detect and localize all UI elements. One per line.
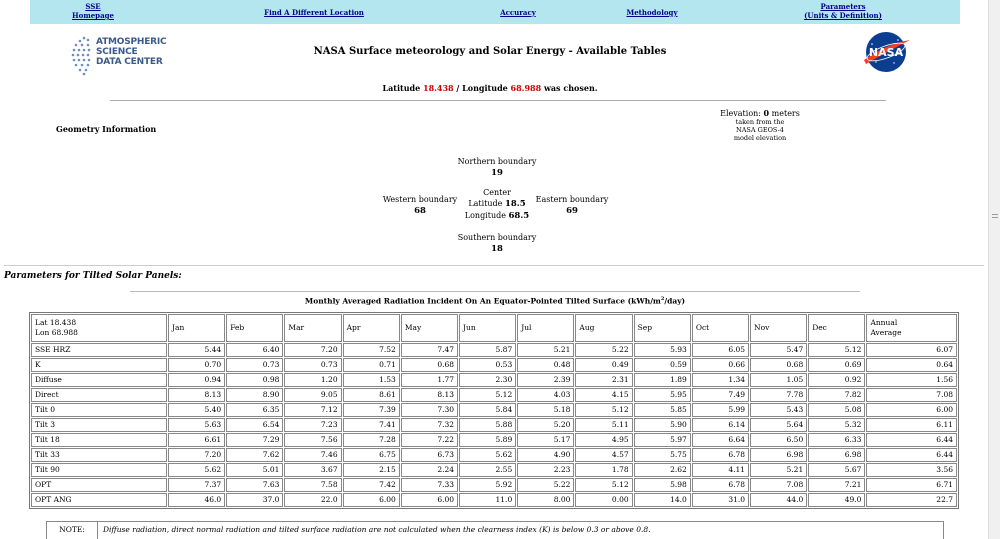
table-cell: 44.0 <box>750 493 807 507</box>
nasa-logo-text: NASA <box>868 46 904 59</box>
page-title: NASA Surface meteorology and Solar Energy - Available Tables <box>313 46 667 57</box>
asdc-line2: SCIENCE <box>96 47 138 57</box>
header-annual-average <box>866 314 957 342</box>
table-cell: 5.12 <box>575 403 632 417</box>
table-cell: 7.30 <box>401 403 458 417</box>
table-cell: 5.40 <box>168 403 225 417</box>
nav-link-parameters[interactable] <box>804 2 882 20</box>
corner-lon: Lon 68.988 <box>35 328 78 337</box>
table-cell: 22.0 <box>284 493 341 507</box>
table-cell: 5.47 <box>750 343 807 357</box>
table-cell: 5.88 <box>459 418 516 432</box>
table-cell: 8.90 <box>226 388 283 402</box>
table-cell: 3.67 <box>284 463 341 477</box>
table-cell: 5.17 <box>517 433 574 447</box>
table-cell: 8.13 <box>401 388 458 402</box>
table-cell: 7.49 <box>692 388 749 402</box>
table-cell: 0.53 <box>459 358 516 372</box>
table-cell: 6.00 <box>401 493 458 507</box>
table-cell: 1.78 <box>575 463 632 477</box>
table-cell: 6.44 <box>866 448 957 462</box>
table-cell: 6.78 <box>692 478 749 492</box>
table-cell: 0.70 <box>168 358 225 372</box>
note-box <box>46 521 944 539</box>
table-cell: 7.42 <box>343 478 400 492</box>
table-cell: 0.94 <box>168 373 225 387</box>
table-cell: 8.13 <box>168 388 225 402</box>
table-cell: 5.98 <box>634 478 691 492</box>
nav-link-methodology[interactable]: Methodology <box>626 8 678 17</box>
header-month: Oct <box>692 314 749 342</box>
north-label: Northern boundary <box>457 157 537 166</box>
table-cell: 5.18 <box>517 403 574 417</box>
coord-separator: / <box>456 83 460 93</box>
row-label: Tilt 0 <box>31 403 167 417</box>
annual-line1: Annual <box>870 318 898 327</box>
table-cell: 5.21 <box>750 463 807 477</box>
table-cell: 4.90 <box>517 448 574 462</box>
table-cell: 5.90 <box>634 418 691 432</box>
divider <box>110 100 886 101</box>
elevation-value: 0 <box>763 108 770 118</box>
elevation-note-1: taken from the <box>735 118 785 126</box>
north-value: 19 <box>491 168 503 178</box>
table-cell: 7.23 <box>284 418 341 432</box>
table-cell: 7.56 <box>284 433 341 447</box>
western-boundary <box>378 194 462 217</box>
row-label: Direct <box>31 388 167 402</box>
table-cell: 3.56 <box>866 463 957 477</box>
table-row <box>31 493 957 507</box>
nav-link-parameters-line1: Parameters <box>820 2 866 11</box>
header-month: Jun <box>459 314 516 342</box>
table-cell: 5.20 <box>517 418 574 432</box>
table-cell: 0.69 <box>808 358 865 372</box>
header-month: Mar <box>284 314 341 342</box>
table-cell: 4.11 <box>692 463 749 477</box>
table-cell: 7.46 <box>284 448 341 462</box>
table-header-row <box>31 314 957 342</box>
table-cell: 2.24 <box>401 463 458 477</box>
annual-line2: Average <box>870 328 902 337</box>
table-cell: 7.28 <box>343 433 400 447</box>
table-cell: 5.93 <box>634 343 691 357</box>
table-row <box>31 373 957 387</box>
table-cell: 7.33 <box>401 478 458 492</box>
table-cell: 0.68 <box>401 358 458 372</box>
nav-link-sse-line2: Homepage <box>72 11 114 20</box>
table-cell: 7.32 <box>401 418 458 432</box>
table-cell: 5.92 <box>459 478 516 492</box>
row-label: Tilt 33 <box>31 448 167 462</box>
table-cell: 5.75 <box>634 448 691 462</box>
table-cell: 0.73 <box>226 358 283 372</box>
table-cell: 2.15 <box>343 463 400 477</box>
table-cell: 0.73 <box>284 358 341 372</box>
table-cell: 0.64 <box>866 358 957 372</box>
table-cell: 7.63 <box>226 478 283 492</box>
chosen-location <box>280 83 700 93</box>
east-label: Eastern boundary <box>535 195 609 204</box>
table-title <box>230 296 760 306</box>
chosen-suffix: was chosen. <box>543 83 598 93</box>
asdc-line3: DATA CENTER <box>96 57 163 67</box>
table-cell: 0.66 <box>692 358 749 372</box>
table-cell: 5.99 <box>692 403 749 417</box>
scrollbar-grip-icon[interactable] <box>991 212 999 224</box>
table-cell: 49.0 <box>808 493 865 507</box>
header-month: Nov <box>750 314 807 342</box>
table-cell: 2.30 <box>459 373 516 387</box>
west-label: Western boundary <box>382 195 458 204</box>
table-cell: 2.62 <box>634 463 691 477</box>
table-cell: 6.54 <box>226 418 283 432</box>
table-row <box>31 418 957 432</box>
table-cell: 7.12 <box>284 403 341 417</box>
row-label: OPT <box>31 478 167 492</box>
table-cell: 14.0 <box>634 493 691 507</box>
table-row <box>31 388 957 402</box>
table-cell: 6.05 <box>692 343 749 357</box>
center-lon-label: Longitude <box>464 211 506 220</box>
table-cell: 7.62 <box>226 448 283 462</box>
note-text: Diffuse radiation, direct normal radiation and tilted surface radiation are not calculated when the clearness index (K) is below 0.3 or above 0.8. <box>103 525 651 534</box>
table-cell: 1.77 <box>401 373 458 387</box>
table-cell: 7.20 <box>168 448 225 462</box>
asdc-logo-text <box>96 37 166 67</box>
table-cell: 5.89 <box>459 433 516 447</box>
table-cell: 5.62 <box>168 463 225 477</box>
table-cell: 6.00 <box>343 493 400 507</box>
row-label: K <box>31 358 167 372</box>
row-label: SSE HRZ <box>31 343 167 357</box>
table-cell: 7.29 <box>226 433 283 447</box>
table-cell: 5.12 <box>459 388 516 402</box>
header-month: Apr <box>343 314 400 342</box>
table-cell: 6.61 <box>168 433 225 447</box>
elevation-label: Elevation: <box>720 109 761 118</box>
table-row <box>31 448 957 462</box>
table-cell: 1.05 <box>750 373 807 387</box>
table-cell: 0.48 <box>517 358 574 372</box>
note-label: NOTE: <box>47 522 98 539</box>
table-cell: 1.89 <box>634 373 691 387</box>
table-cell: 6.44 <box>866 433 957 447</box>
table-cell: 7.21 <box>808 478 865 492</box>
radiation-table <box>29 312 959 509</box>
table-row <box>31 463 957 477</box>
corner-lat: Lat 18.438 <box>35 318 77 327</box>
divider <box>130 291 860 292</box>
nasa-logo-icon[interactable] <box>860 30 912 74</box>
elevation-unit: meters <box>771 109 800 118</box>
table-title-sup: 2 <box>660 296 665 302</box>
table-cell: 0.00 <box>575 493 632 507</box>
west-value: 68 <box>414 206 426 216</box>
center-lon-value: 68.5 <box>508 211 530 221</box>
table-corner-cell <box>31 314 167 342</box>
center-lat-value: 18.5 <box>504 199 526 209</box>
eastern-boundary <box>532 194 612 217</box>
table-cell: 7.20 <box>284 343 341 357</box>
table-cell: 5.64 <box>750 418 807 432</box>
table-cell: 5.22 <box>575 343 632 357</box>
table-title-main: Monthly Averaged Radiation Incident On An Equator-Pointed Tilted Surface (kWh/m <box>304 296 661 306</box>
table-cell: 6.98 <box>750 448 807 462</box>
table-cell: 6.33 <box>808 433 865 447</box>
section-heading: Parameters for Tilted Solar Panels: <box>4 271 182 281</box>
header-month: Jul <box>517 314 574 342</box>
row-label: Tilt 90 <box>31 463 167 477</box>
table-cell: 5.95 <box>634 388 691 402</box>
lat-label: Latitude <box>382 83 421 93</box>
table-cell: 7.08 <box>750 478 807 492</box>
table-cell: 7.22 <box>401 433 458 447</box>
row-label: OPT ANG <box>31 493 167 507</box>
table-row <box>31 433 957 447</box>
table-cell: 7.78 <box>750 388 807 402</box>
table-cell: 2.39 <box>517 373 574 387</box>
table-row <box>31 358 957 372</box>
table-cell: 0.71 <box>343 358 400 372</box>
table-cell: 6.00 <box>866 403 957 417</box>
header-month: May <box>401 314 458 342</box>
table-cell: 6.50 <box>750 433 807 447</box>
table-cell: 22.7 <box>866 493 957 507</box>
table-cell: 5.63 <box>168 418 225 432</box>
table-cell: 7.52 <box>343 343 400 357</box>
southern-boundary <box>446 232 548 255</box>
center-point <box>460 187 534 222</box>
table-cell: 7.08 <box>866 388 957 402</box>
table-cell: 7.37 <box>168 478 225 492</box>
table-cell: 0.92 <box>808 373 865 387</box>
south-value: 18 <box>491 244 503 254</box>
table-cell: 6.07 <box>866 343 957 357</box>
row-label: Tilt 18 <box>31 433 167 447</box>
center-lat-label: Latitude <box>468 199 503 208</box>
south-label: Southern boundary <box>457 233 537 242</box>
table-cell: 4.57 <box>575 448 632 462</box>
east-value: 69 <box>566 206 578 216</box>
table-cell: 7.41 <box>343 418 400 432</box>
table-cell: 46.0 <box>168 493 225 507</box>
header-month: Feb <box>226 314 283 342</box>
table-cell: 8.61 <box>343 388 400 402</box>
lon-value: 68.988 <box>510 83 542 93</box>
table-cell: 7.82 <box>808 388 865 402</box>
table-cell: 7.47 <box>401 343 458 357</box>
asdc-globe-icon <box>70 34 96 78</box>
table-cell: 5.21 <box>517 343 574 357</box>
table-cell: 1.53 <box>343 373 400 387</box>
asdc-logo[interactable] <box>70 34 170 78</box>
lat-value: 18.438 <box>423 83 454 93</box>
elevation-note-3: model elevation <box>733 134 787 142</box>
table-cell: 7.39 <box>343 403 400 417</box>
header-month: Sep <box>634 314 691 342</box>
table-cell: 6.73 <box>401 448 458 462</box>
table-cell: 5.11 <box>575 418 632 432</box>
vertical-scrollbar[interactable] <box>988 0 1000 539</box>
elevation-info <box>700 109 820 142</box>
table-cell: 7.58 <box>284 478 341 492</box>
table-row <box>31 343 957 357</box>
nav-link-accuracy[interactable]: Accuracy <box>500 8 536 17</box>
table-cell: 0.68 <box>750 358 807 372</box>
table-cell: 1.56 <box>866 373 957 387</box>
table-cell: 5.44 <box>168 343 225 357</box>
elevation-note-2: NASA GEOS-4 <box>736 126 784 134</box>
table-cell: 5.85 <box>634 403 691 417</box>
geometry-label: Geometry Information <box>56 124 157 134</box>
table-cell: 0.49 <box>575 358 632 372</box>
table-cell: 4.95 <box>575 433 632 447</box>
lon-label: Longitude <box>462 83 508 93</box>
table-cell: 5.62 <box>459 448 516 462</box>
table-cell: 31.0 <box>692 493 749 507</box>
table-cell: 6.11 <box>866 418 957 432</box>
table-cell: 5.01 <box>226 463 283 477</box>
table-cell: 5.43 <box>750 403 807 417</box>
table-cell: 5.22 <box>517 478 574 492</box>
table-cell: 2.55 <box>459 463 516 477</box>
table-cell: 6.14 <box>692 418 749 432</box>
row-label: Tilt 3 <box>31 418 167 432</box>
table-cell: 6.40 <box>226 343 283 357</box>
header-month: Jan <box>168 314 225 342</box>
table-cell: 5.84 <box>459 403 516 417</box>
table-cell: 11.0 <box>459 493 516 507</box>
table-cell: 5.08 <box>808 403 865 417</box>
table-cell: 8.00 <box>517 493 574 507</box>
table-cell: 37.0 <box>226 493 283 507</box>
center-label: Center <box>483 188 511 197</box>
header-month: Aug <box>575 314 632 342</box>
nav-link-sse-homepage[interactable] <box>72 2 114 20</box>
row-label: Diffuse <box>31 373 167 387</box>
table-cell: 0.98 <box>226 373 283 387</box>
northern-boundary <box>446 156 548 179</box>
table-cell: 2.23 <box>517 463 574 477</box>
table-cell: 4.03 <box>517 388 574 402</box>
table-cell: 1.20 <box>284 373 341 387</box>
nav-link-find-location[interactable]: Find A Different Location <box>264 8 364 17</box>
nav-link-parameters-line2: (Units & Definition) <box>804 11 882 20</box>
table-row <box>31 403 957 417</box>
table-cell: 6.64 <box>692 433 749 447</box>
table-cell: 6.98 <box>808 448 865 462</box>
table-cell: 5.67 <box>808 463 865 477</box>
table-cell: 5.87 <box>459 343 516 357</box>
table-cell: 0.59 <box>634 358 691 372</box>
table-cell: 5.12 <box>575 478 632 492</box>
table-cell: 1.34 <box>692 373 749 387</box>
nav-link-sse-line1: SSE <box>85 2 101 11</box>
header-month: Dec <box>808 314 865 342</box>
table-cell: 6.35 <box>226 403 283 417</box>
table-cell: 4.15 <box>575 388 632 402</box>
table-title-end: /day) <box>664 296 686 306</box>
table-cell: 6.71 <box>866 478 957 492</box>
asdc-line1: ATMOSPHERIC <box>96 37 167 47</box>
table-cell: 6.75 <box>343 448 400 462</box>
table-cell: 5.12 <box>808 343 865 357</box>
table-cell: 2.31 <box>575 373 632 387</box>
table-cell: 9.05 <box>284 388 341 402</box>
table-cell: 6.78 <box>692 448 749 462</box>
table-row <box>31 478 957 492</box>
table-cell: 5.32 <box>808 418 865 432</box>
divider <box>4 265 984 266</box>
table-cell: 5.97 <box>634 433 691 447</box>
